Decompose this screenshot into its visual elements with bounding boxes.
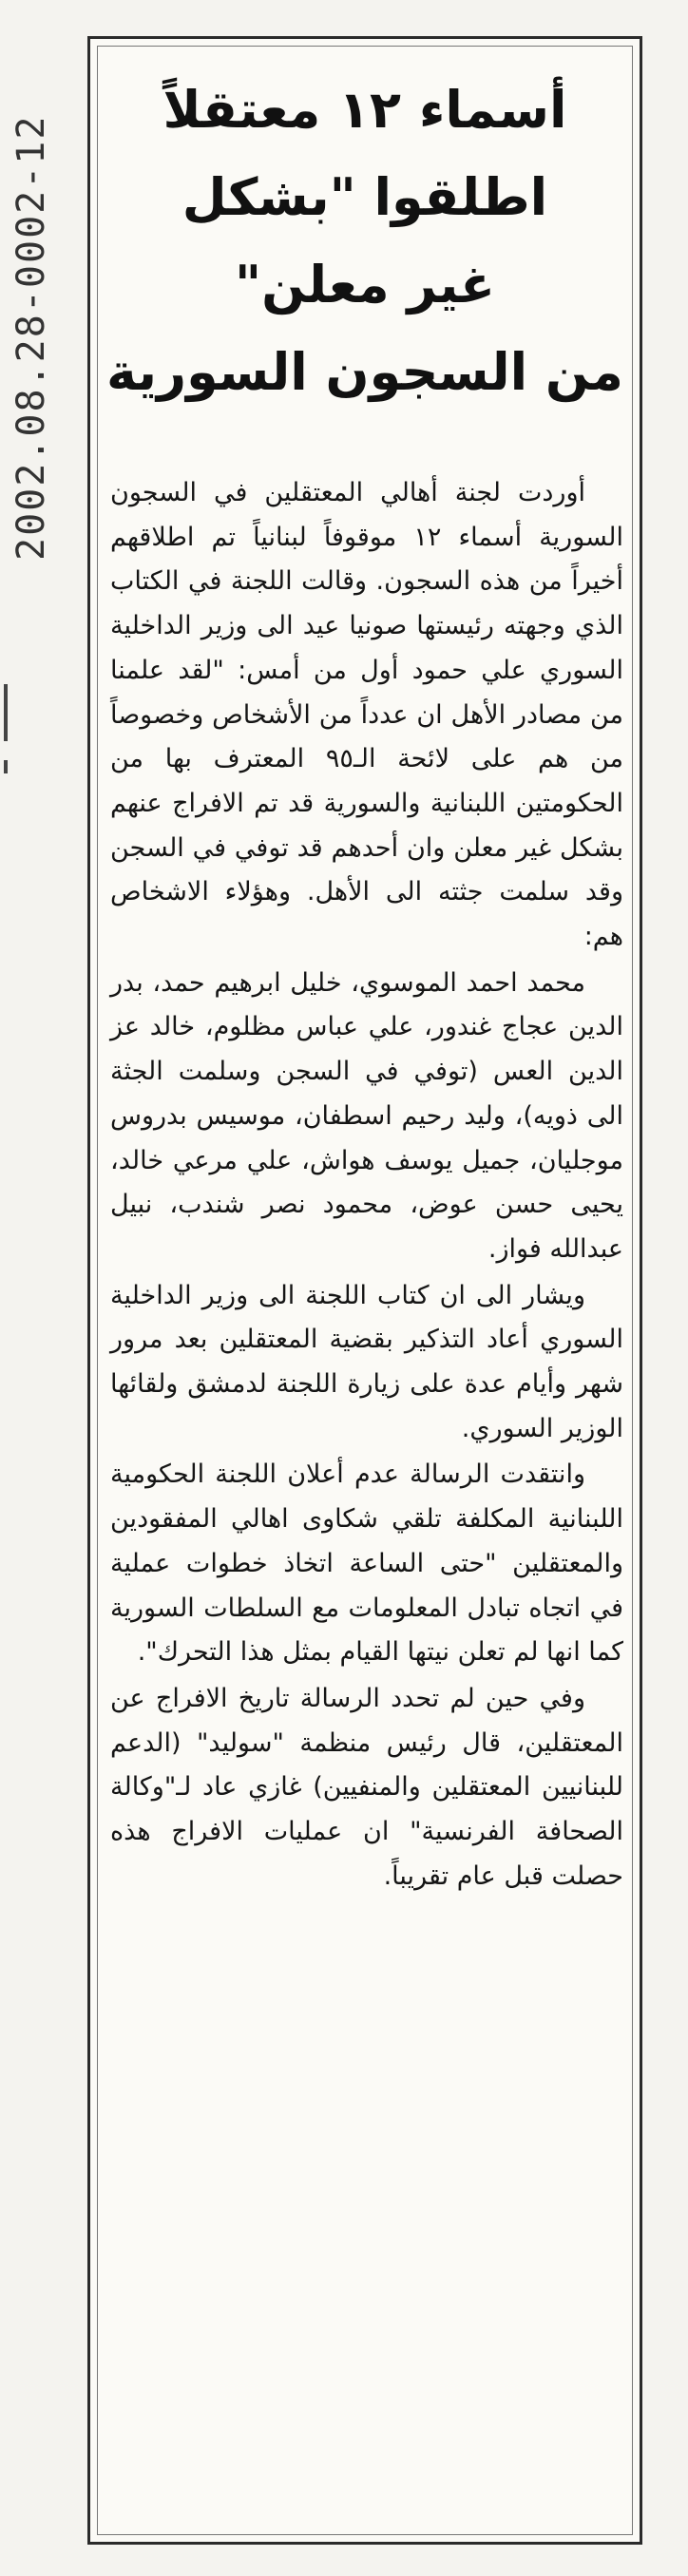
- article-paragraph: أوردت لجنة أهالي المعتقلين في السجون السورية أسماء ١٢ موقوفاً لبنانياً تم اطلاقهم أخيراً من هذه السجون. وقالت اللجنة في الكتاب الذي وجهته رئيستها صونيا عيد الى وزير الداخلية السوري علي حمود أول من أمس: "لقد علمنا من مصادر الأهل ان عدداً من الأشخاص وخصوصاً من هم على لائحة الـ٩٥ المعترف بها من الحكومتين اللبنانية والسورية قد تم الافراج عنهم بشكل غير معلن وان أحدهم قد توفي في السجن وقد سلمت جثته الى الأهل. وهؤلاء الاشخاص هم:: [110, 478, 623, 952]
- article-paragraph: ويشار الى ان كتاب اللجنة الى وزير الداخلية السوري أعاد التذكير بقضية المعتقلين بعد مرور شهر وأيام عدة على زيارة اللجنة لدمشق ولقائها الوزير السوري.: [110, 1280, 623, 1443]
- headline-line: أسماء ١٢ معتقلاً: [162, 80, 567, 140]
- article-headline: [105, 67, 625, 416]
- headline-line: غير معلن": [234, 255, 495, 315]
- article-paragraph-names-list: محمد احمد الموسوي، خليل ابرهيم حمد، بدر الدين عجاج غندور، علي عباس مظلوم، خالد عز الدين العس (توفي في السجن وسلمت الجثة الى ذويه)، وليد رحيم اسطفان، موسيس بدروس موجليان، جميل يوسف هواش، علي مرعي خالد، يحيى حسن عوض، محمود نصر شندب، نبيل عبدالله فواز.: [110, 967, 623, 1264]
- handwritten-date-stamp: 2002.08.28-0002-12: [10, 114, 53, 561]
- scan-edge-mark: [4, 760, 8, 773]
- article-paragraph: وانتقدت الرسالة عدم أعلان اللجنة الحكومية اللبنانية المكلفة تلقي شكاوى اهالي المفقودين والمعتقلين "حتى الساعة اتخاذ خطوات عملية في اتجاه تبادل المعلومات مع السلطات السورية كما انها لم تعلن نيتها القيام بمثل هذا التحرك".: [110, 1460, 623, 1668]
- article-body: [110, 471, 623, 1901]
- scan-edge-mark: [4, 684, 8, 741]
- article-paragraph: وفي حين لم تحدد الرسالة تاريخ الافراج عن المعتقلين، قال رئيس منظمة "سوليد" (الدعم للبنانيين المعتقلين والمنفيين) غازي عاد لـ"وكالة الصحافة الفرنسية" ان عمليات الافراج هذه حصلت قبل عام تقريباً.: [110, 1683, 623, 1891]
- headline-line: من السجون السورية: [106, 342, 623, 402]
- headline-line: اطلقوا "بشكل: [182, 167, 548, 227]
